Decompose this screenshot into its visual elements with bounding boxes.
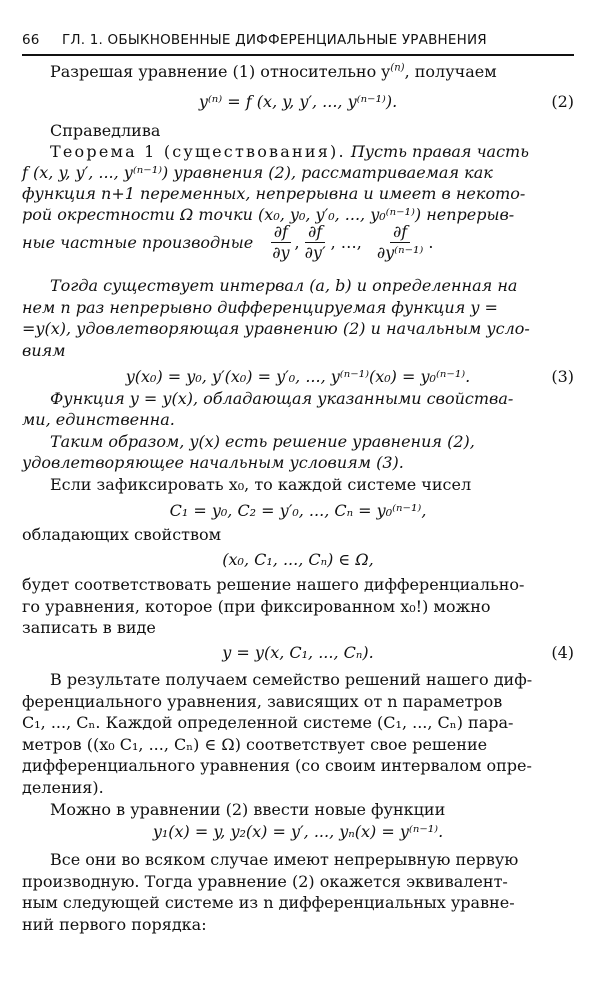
text-line: функция n+1 переменных, непрерывна и имеет в некото- [22, 184, 526, 203]
text-line: производную. Тогда уравнение (2) окажется эквивалент- [22, 872, 508, 891]
equation-constants: C₁ = y₀, C₂ = y′₀, ..., Cₙ = y₀⁽ⁿ⁻¹⁾, [169, 501, 427, 520]
text-line: виям [22, 341, 66, 360]
text-line: C₁, ..., Cₙ. Каждой определенной системе (C₁, ..., Cₙ) пара- [22, 713, 514, 732]
text-line: удовлетворяющее начальным условиям (3). [22, 453, 404, 472]
text-line: f (x, y, y′, ..., y⁽ⁿ⁻¹⁾) уравнения (2), рассматриваемая как [22, 163, 493, 182]
equation-number: (3) [551, 367, 574, 386]
text-line: Можно в уравнении (2) ввести новые функции [50, 800, 446, 819]
equation-5: y₁(x) = y, y₂(x) = y′, ..., yₙ(x) = y⁽ⁿ⁻¹⁾. [152, 822, 444, 841]
partial-derivatives-line: ные частные производные $\frac{\partial f}{\partial y}$ , $\frac{\partial f}{\partial y'}$ , …, $\frac{\partial f}{\text{∂y⁽ⁿ⁻¹⁾}}$ . [22, 222, 434, 262]
text-line: Разрешая уравнение (1) относительно $y^{(n)}$, получаем [50, 62, 497, 81]
equation-3: y(x₀) = y₀, y′(x₀) = y′₀, ..., y⁽ⁿ⁻¹⁾(x₀) = y₀⁽ⁿ⁻¹⁾. [125, 367, 471, 386]
text-line: В результате получаем семейство решений нашего диф- [50, 670, 533, 689]
text-line: записать в виде [22, 618, 156, 637]
text-line: Все они во всяком случае имеют непрерывную первую [50, 850, 519, 869]
text-line: Функция y = y(x), обладающая указанными свойства- [50, 389, 514, 408]
text-line: ным следующей системе из n дифференциальных уравне- [22, 893, 515, 912]
theorem-heading: Теорема 1 (существования). Пусть правая часть [50, 142, 529, 161]
text-line: го уравнения, которое (при фиксированном x₀!) можно [22, 597, 491, 616]
fraction: $\frac{\partial f}{\partial y}$ [272, 222, 290, 262]
equation-4: y = y(x, C₁, ..., Cₙ). [222, 643, 374, 662]
equation-2: y⁽ⁿ⁾ = f (x, y, y′, ..., y⁽ⁿ⁻¹⁾). [198, 92, 398, 111]
text-line: будет соответствовать решение нашего дифференциально- [22, 575, 525, 594]
equation-domain: (x₀, C₁, ..., Cₙ) ∈ Ω, [222, 550, 374, 569]
running-title: ГЛ. 1. ОБЫКНОВЕННЫЕ ДИФФЕРЕНЦИАЛЬНЫЕ УРАВНЕНИЯ [62, 32, 487, 48]
text-line: ми, единственна. [22, 410, 175, 429]
page-number: 66 [22, 32, 40, 48]
text-line: деления). [22, 778, 104, 797]
text-line: обладающих свойством [22, 525, 222, 544]
text-line: ференциального уравнения, зависящих от n параметров [22, 692, 503, 711]
text-line: рой окрестности Ω точки (x₀, y₀, y′₀, ..., y₀⁽ⁿ⁻¹⁾) непрерыв- [22, 205, 515, 224]
text-line: метров ((x₀ C₁, ..., Cₙ) ∈ Ω) соответствует свое решение [22, 735, 488, 754]
running-header [22, 32, 574, 56]
text-line: ний первого порядка: [22, 915, 207, 934]
text-line: Тогда существует интервал (a, b) и определенная на [50, 276, 518, 295]
text-line: нем n раз непрерывно дифференцируемая функция y = [22, 298, 498, 317]
text-line: =y(x), удовлетворяющая уравнению (2) и начальным усло- [22, 319, 530, 338]
text-line: Справедлива [50, 121, 161, 140]
text-line: Таким образом, y(x) есть решение уравнения (2), [50, 432, 475, 451]
text-line: Если зафиксировать x₀, то каждой системе чисел [50, 475, 472, 494]
equation-number: (4) [551, 643, 574, 662]
text-line: дифференциального уравнения (со своим интервалом опре- [22, 756, 532, 775]
book-page [22, 0, 574, 990]
fraction: $\frac{\partial f}{\text{∂y⁽ⁿ⁻¹⁾}}$ [376, 222, 424, 262]
equation-number: (2) [551, 92, 574, 111]
fraction: $\frac{\partial f}{\partial y'}$ [304, 222, 326, 262]
